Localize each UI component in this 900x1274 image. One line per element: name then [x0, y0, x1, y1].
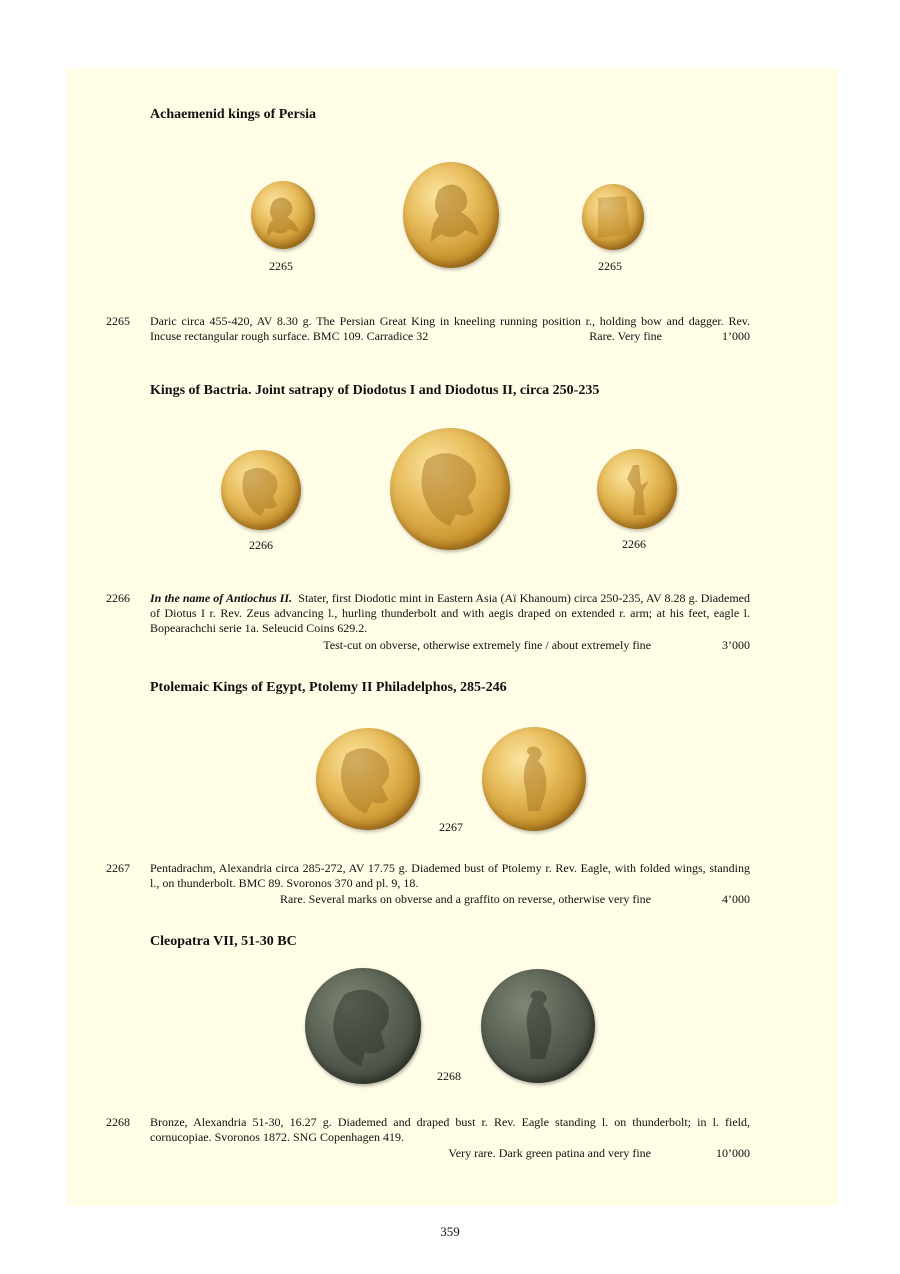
- lot-text: Pentadrachm, Alexandria circa 285-272, AV 17.75 g. Diademed bust of Ptolemy r. Rev. Eagle, with folded wings, standing l., on thunderbolt. BMC 89. Svoronos 370 and pl. 9, 18.: [150, 861, 750, 890]
- page-number: 359: [440, 1224, 460, 1239]
- lot-description-2266: [150, 591, 750, 636]
- plate-label: 2265: [269, 259, 293, 273]
- coin-image-2265-obverse: [251, 181, 315, 249]
- coin-image-2268-obverse: [305, 968, 421, 1084]
- lot-condition: Test-cut on obverse, otherwise extremely fine / about extremely fine: [323, 638, 651, 652]
- coin-image-2267-obverse: [316, 728, 420, 830]
- lot-price: 3’000: [722, 638, 750, 652]
- coin-image-2268-reverse: [481, 969, 595, 1083]
- lot-condition-row: [150, 329, 750, 344]
- lot-intro: In the name of Antiochus II.: [150, 591, 293, 605]
- lot-condition-row: [150, 638, 750, 653]
- section-heading-ptolemy: Ptolemaic Kings of Egypt, Ptolemy II Philadelphos, 285-246: [150, 680, 507, 695]
- lot-text: Stater, first Diodotic mint in Eastern Asia (Aï Khanoum) circa 250-235, AV 8.28 g. Diademed of Diotus I r. Rev. Zeus advancing l., hurling thunderbolt and with aegis draped on extended r. arm; at his feet, eagle l. Bopearachchi serie 1a. Seleucid Coins 629.2.: [150, 591, 751, 635]
- lot-price: 1’000: [722, 329, 750, 343]
- plate-label: 2267: [439, 820, 463, 834]
- lot-number: 2268: [106, 1115, 130, 1129]
- lot-description-2268: [150, 1115, 750, 1145]
- lot-condition: Very rare. Dark green patina and very fine: [448, 1146, 651, 1160]
- section-heading-achaemenid: Achaemenid kings of Persia: [150, 107, 317, 122]
- plate-label: 2266: [622, 537, 646, 551]
- lot-text: Bronze, Alexandria 51-30, 16.27 g. Diademed and draped bust r. Rev. Eagle standing l. on thunderbolt; in l. field, cornucopiae. Svoronos 1872. SNG Copenhagen 419.: [150, 1115, 750, 1144]
- lot-description-2267: [150, 861, 750, 891]
- lot-number: 2265: [106, 314, 130, 328]
- coin-image-2266-enlarged: [390, 428, 510, 550]
- lot-number: 2266: [106, 591, 130, 605]
- lot-price: 10’000: [716, 1146, 750, 1160]
- plate-label: 2266: [249, 538, 273, 552]
- lot-text: Daric circa 455-420, AV 8.30 g. The Persian Great King in kneeling running position r., holding bow and dagger. Rev. Incuse rectangular rough surface. BMC 109. Carradice 32: [150, 314, 750, 343]
- lot-number: 2267: [106, 861, 130, 875]
- section-heading-cleopatra: Cleopatra VII, 51-30 BC: [150, 934, 297, 949]
- section-heading-bactria: Kings of Bactria. Joint satrapy of Diodotus I and Diodotus II, circa 250-235: [150, 383, 600, 398]
- coin-image-2265-reverse: [582, 184, 644, 250]
- coin-image-2265-enlarged: [403, 162, 499, 268]
- lot-condition: Rare. Several marks on obverse and a graffito on reverse, otherwise very fine: [280, 892, 651, 906]
- lot-condition: Rare. Very fine: [589, 329, 662, 343]
- lot-price: 4’000: [722, 892, 750, 906]
- coin-image-2266-reverse: [597, 449, 677, 529]
- plate-label: 2265: [598, 259, 622, 273]
- coin-image-2266-obverse: [221, 450, 301, 530]
- lot-condition-row: [150, 1146, 750, 1161]
- plate-label: 2268: [437, 1069, 461, 1083]
- coin-image-2267-reverse: [482, 727, 586, 831]
- lot-condition-row: [150, 892, 750, 907]
